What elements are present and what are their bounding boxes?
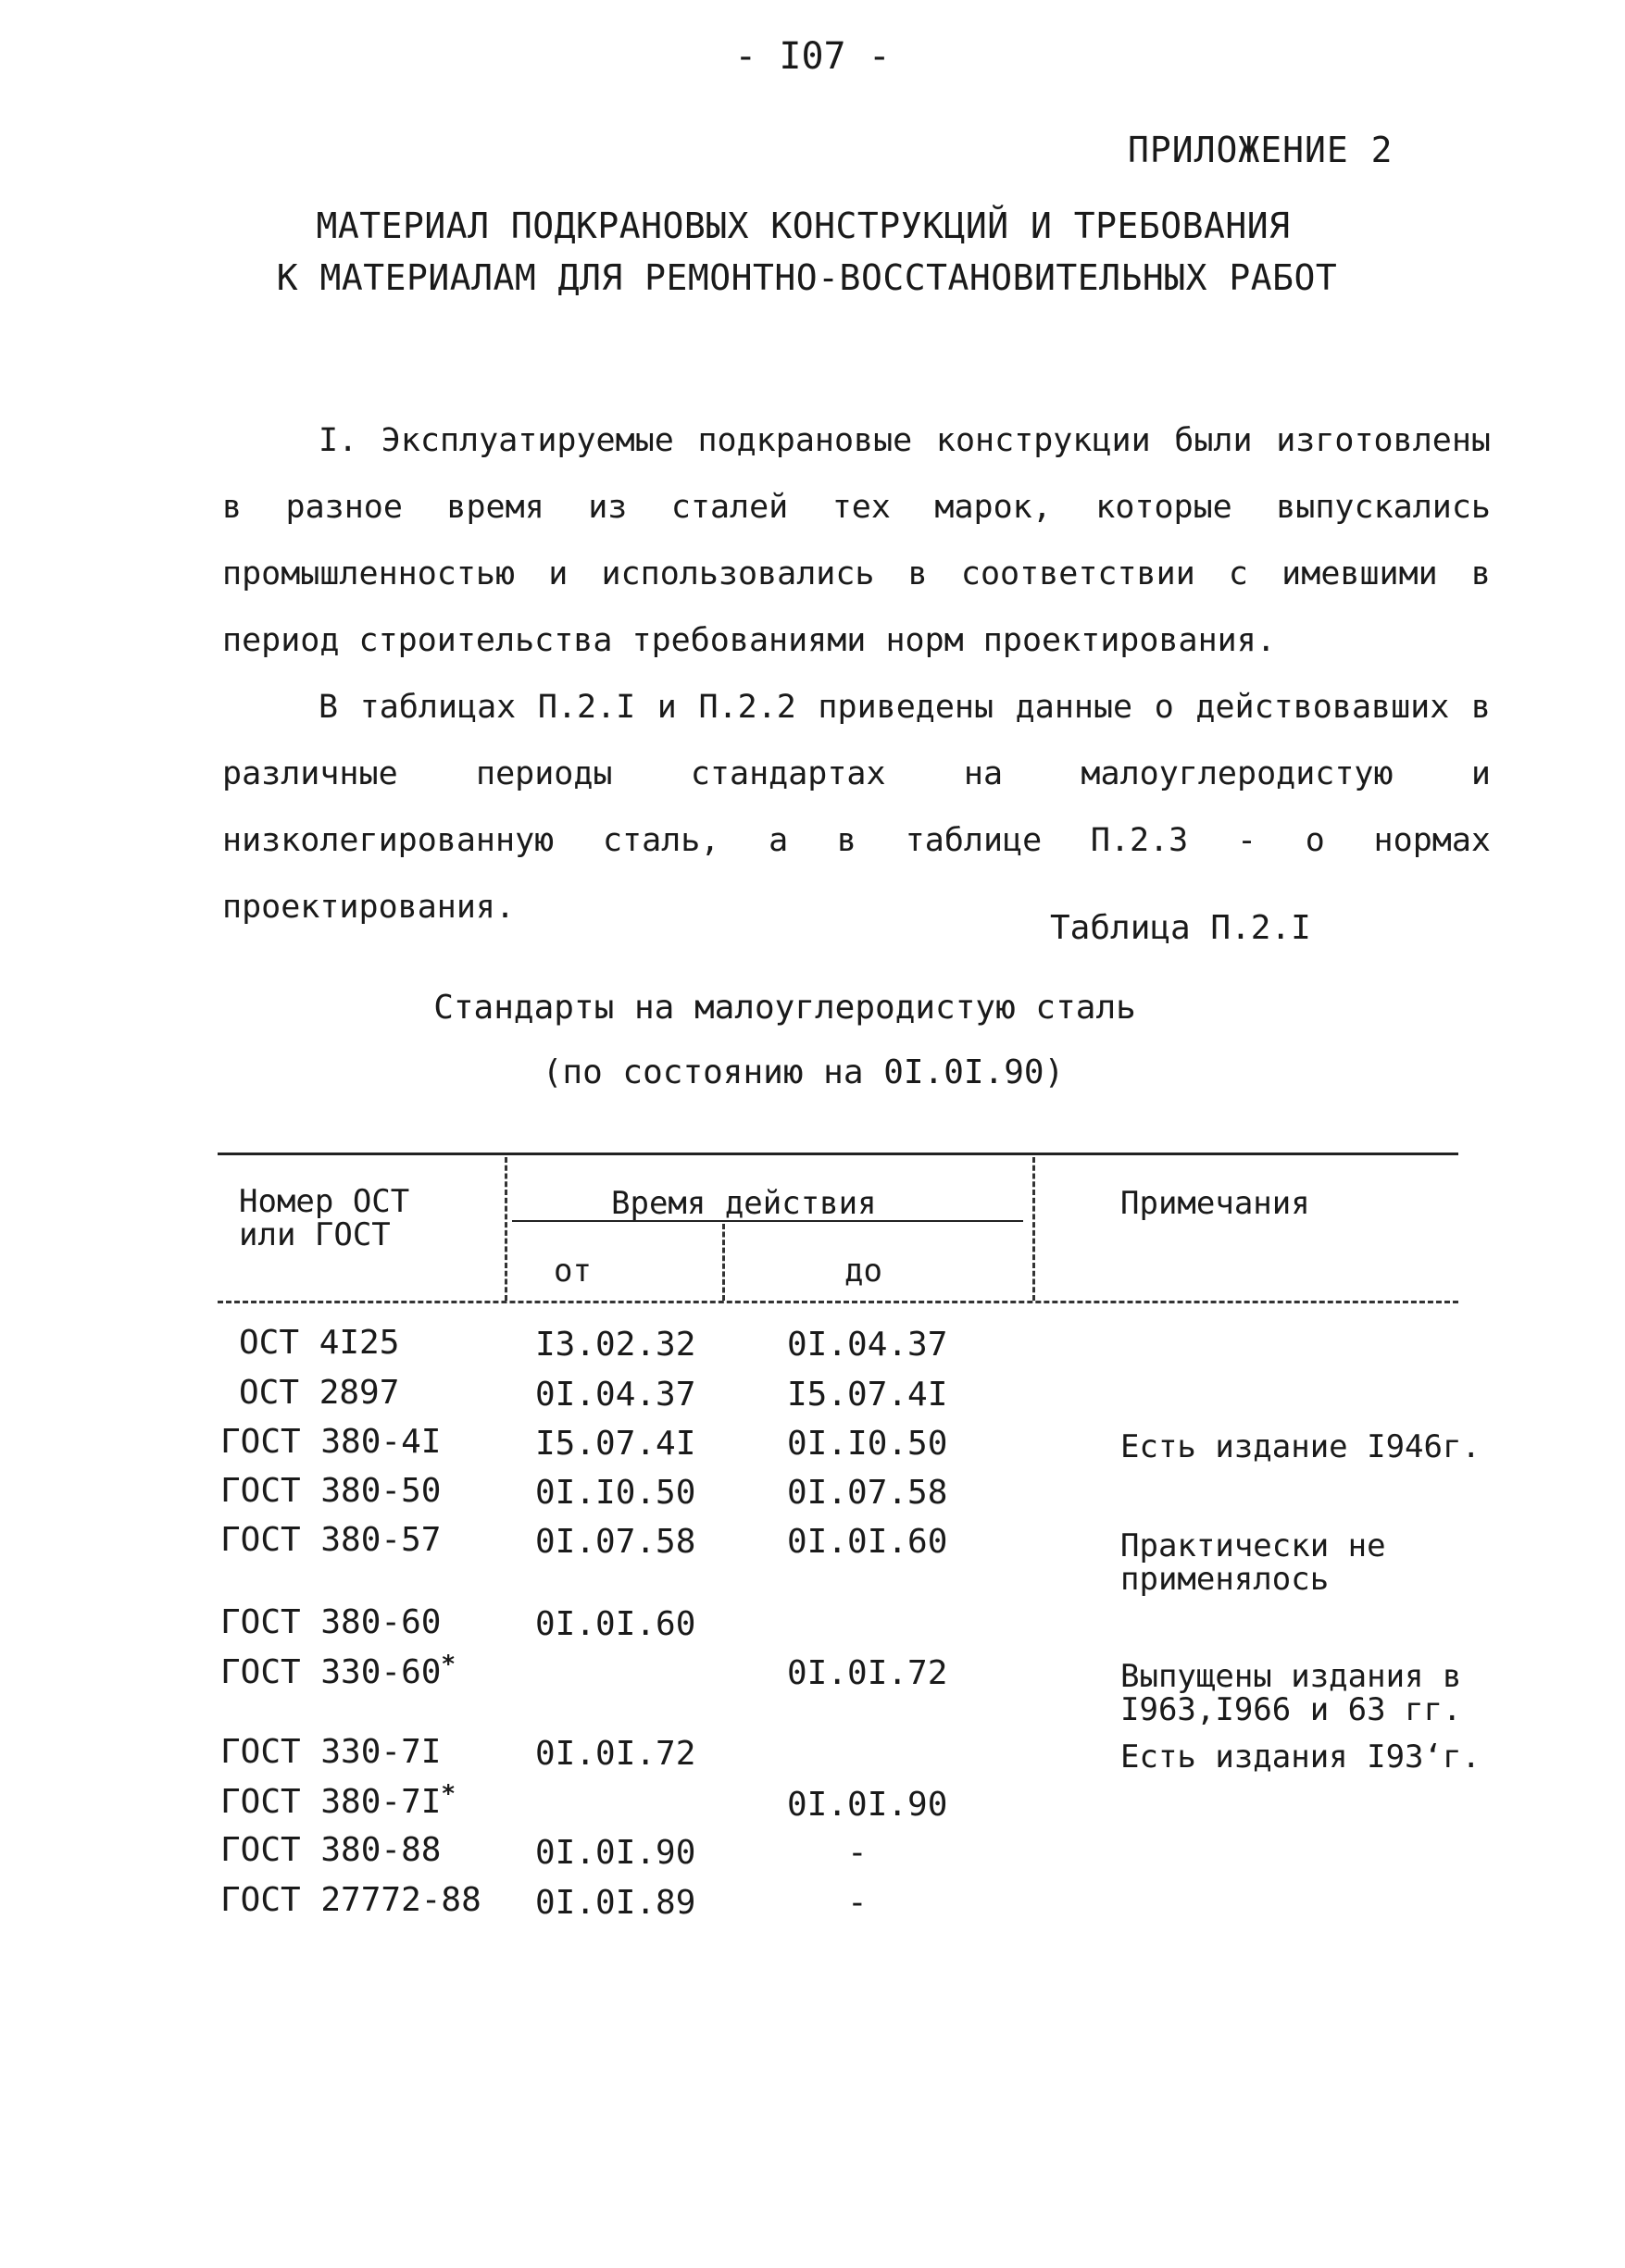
row-9-number: ГОСТ 380-7I* xyxy=(220,1780,456,1821)
row-5-to: 0I.0I.60 xyxy=(787,1523,948,1561)
row-10-from: 0I.0I.90 xyxy=(535,1834,696,1872)
row-1-from: I3.02.32 xyxy=(535,1326,696,1364)
header-period: Время действия xyxy=(611,1185,877,1222)
row-8-number: ГОСТ 330-7I xyxy=(220,1733,442,1771)
row-2-to: I5.07.4I xyxy=(787,1376,948,1414)
row-2-from: 0I.04.37 xyxy=(535,1376,696,1414)
row-9-to: 0I.0I.90 xyxy=(787,1786,948,1824)
row-4-number: ГОСТ 380-50 xyxy=(220,1472,442,1510)
row-11-number: ГОСТ 27772-88 xyxy=(220,1881,481,1919)
row-3-to: 0I.I0.50 xyxy=(787,1425,948,1463)
header-from: от xyxy=(554,1252,592,1290)
row-1-number: ОСТ 4I25 xyxy=(239,1324,400,1362)
header-to: до xyxy=(844,1252,882,1290)
header-notes: Примечания xyxy=(1120,1185,1310,1222)
row-11-to: - xyxy=(847,1884,868,1922)
row-2-number: ОСТ 2897 xyxy=(239,1374,400,1412)
row-1-to: 0I.04.37 xyxy=(787,1326,948,1364)
paragraph-2: В таблицах П.2.I и П.2.2 приведены данные о действовавших в различные периоды стандартах на малоуглеродистую и низколегированную сталь, а в таблице П.2.3 - о нормах проектирования. xyxy=(222,689,1491,926)
row-11-from: 0I.0I.89 xyxy=(535,1884,696,1922)
row-7-number: ГОСТ 330-60* xyxy=(220,1651,456,1691)
row-4-to: 0I.07.58 xyxy=(787,1474,948,1512)
header-bottom-rule xyxy=(218,1301,1458,1303)
title-line-1: МАТЕРИАЛ ПОДКРАНОВЫХ КОНСТРУКЦИЙ И ТРЕБОВАНИЯ xyxy=(316,206,1291,246)
row-8-note: Есть издания I93‘г. xyxy=(1120,1738,1481,1776)
table-caption-line-2: (по состоянию на 0I.0I.90) xyxy=(542,1053,1065,1091)
row-7-note: Выпущены издания в I963,I966 и 63 гг. xyxy=(1120,1658,1462,1728)
row-5-from: 0I.07.58 xyxy=(535,1523,696,1561)
row-8-from: 0I.0I.72 xyxy=(535,1735,696,1773)
body-text xyxy=(222,407,1491,941)
table-top-rule xyxy=(218,1153,1458,1155)
title-line-2: К МАТЕРИАЛАМ ДЛЯ РЕМОНТНО-ВОССТАНОВИТЕЛЬНЫХ РАБОТ xyxy=(276,257,1338,298)
col-divider-2 xyxy=(722,1224,725,1301)
col-divider-3 xyxy=(1032,1157,1035,1301)
row-4-from: 0I.I0.50 xyxy=(535,1474,696,1512)
paragraph-1: I. Эксплуатируемые подкрановые конструкции были изготовлены в разное время из сталей тех марок, которые выпускались промышленностью и использовались в соответствии с имевшими в период строительства требованиями норм проектирования. xyxy=(222,422,1491,659)
row-3-note: Есть издание I946г. xyxy=(1120,1428,1481,1465)
row-6-from: 0I.0I.60 xyxy=(535,1605,696,1643)
row-3-number: ГОСТ 380-4I xyxy=(220,1423,442,1461)
row-5-note: Практически не применялось xyxy=(1120,1527,1386,1598)
row-10-number: ГОСТ 380-88 xyxy=(220,1831,442,1869)
header-number: Номер ОСТ или ГОСТ xyxy=(239,1183,410,1253)
col-divider-1 xyxy=(505,1157,507,1301)
row-5-number: ГОСТ 380-57 xyxy=(220,1521,442,1559)
page-number: - I07 - xyxy=(734,35,891,78)
row-6-number: ГОСТ 380-60 xyxy=(220,1603,442,1641)
row-10-to: - xyxy=(847,1834,868,1872)
table-label: Таблица П.2.I xyxy=(1050,909,1311,947)
row-7-star: * xyxy=(441,1651,456,1678)
appendix-label: ПРИЛОЖЕНИЕ 2 xyxy=(1128,130,1394,170)
row-9-star: * xyxy=(441,1780,456,1808)
row-7-to: 0I.0I.72 xyxy=(787,1654,948,1692)
table-caption-line-1: Стандарты на малоуглеродистую сталь xyxy=(433,989,1136,1027)
row-3-from: I5.07.4I xyxy=(535,1425,696,1463)
